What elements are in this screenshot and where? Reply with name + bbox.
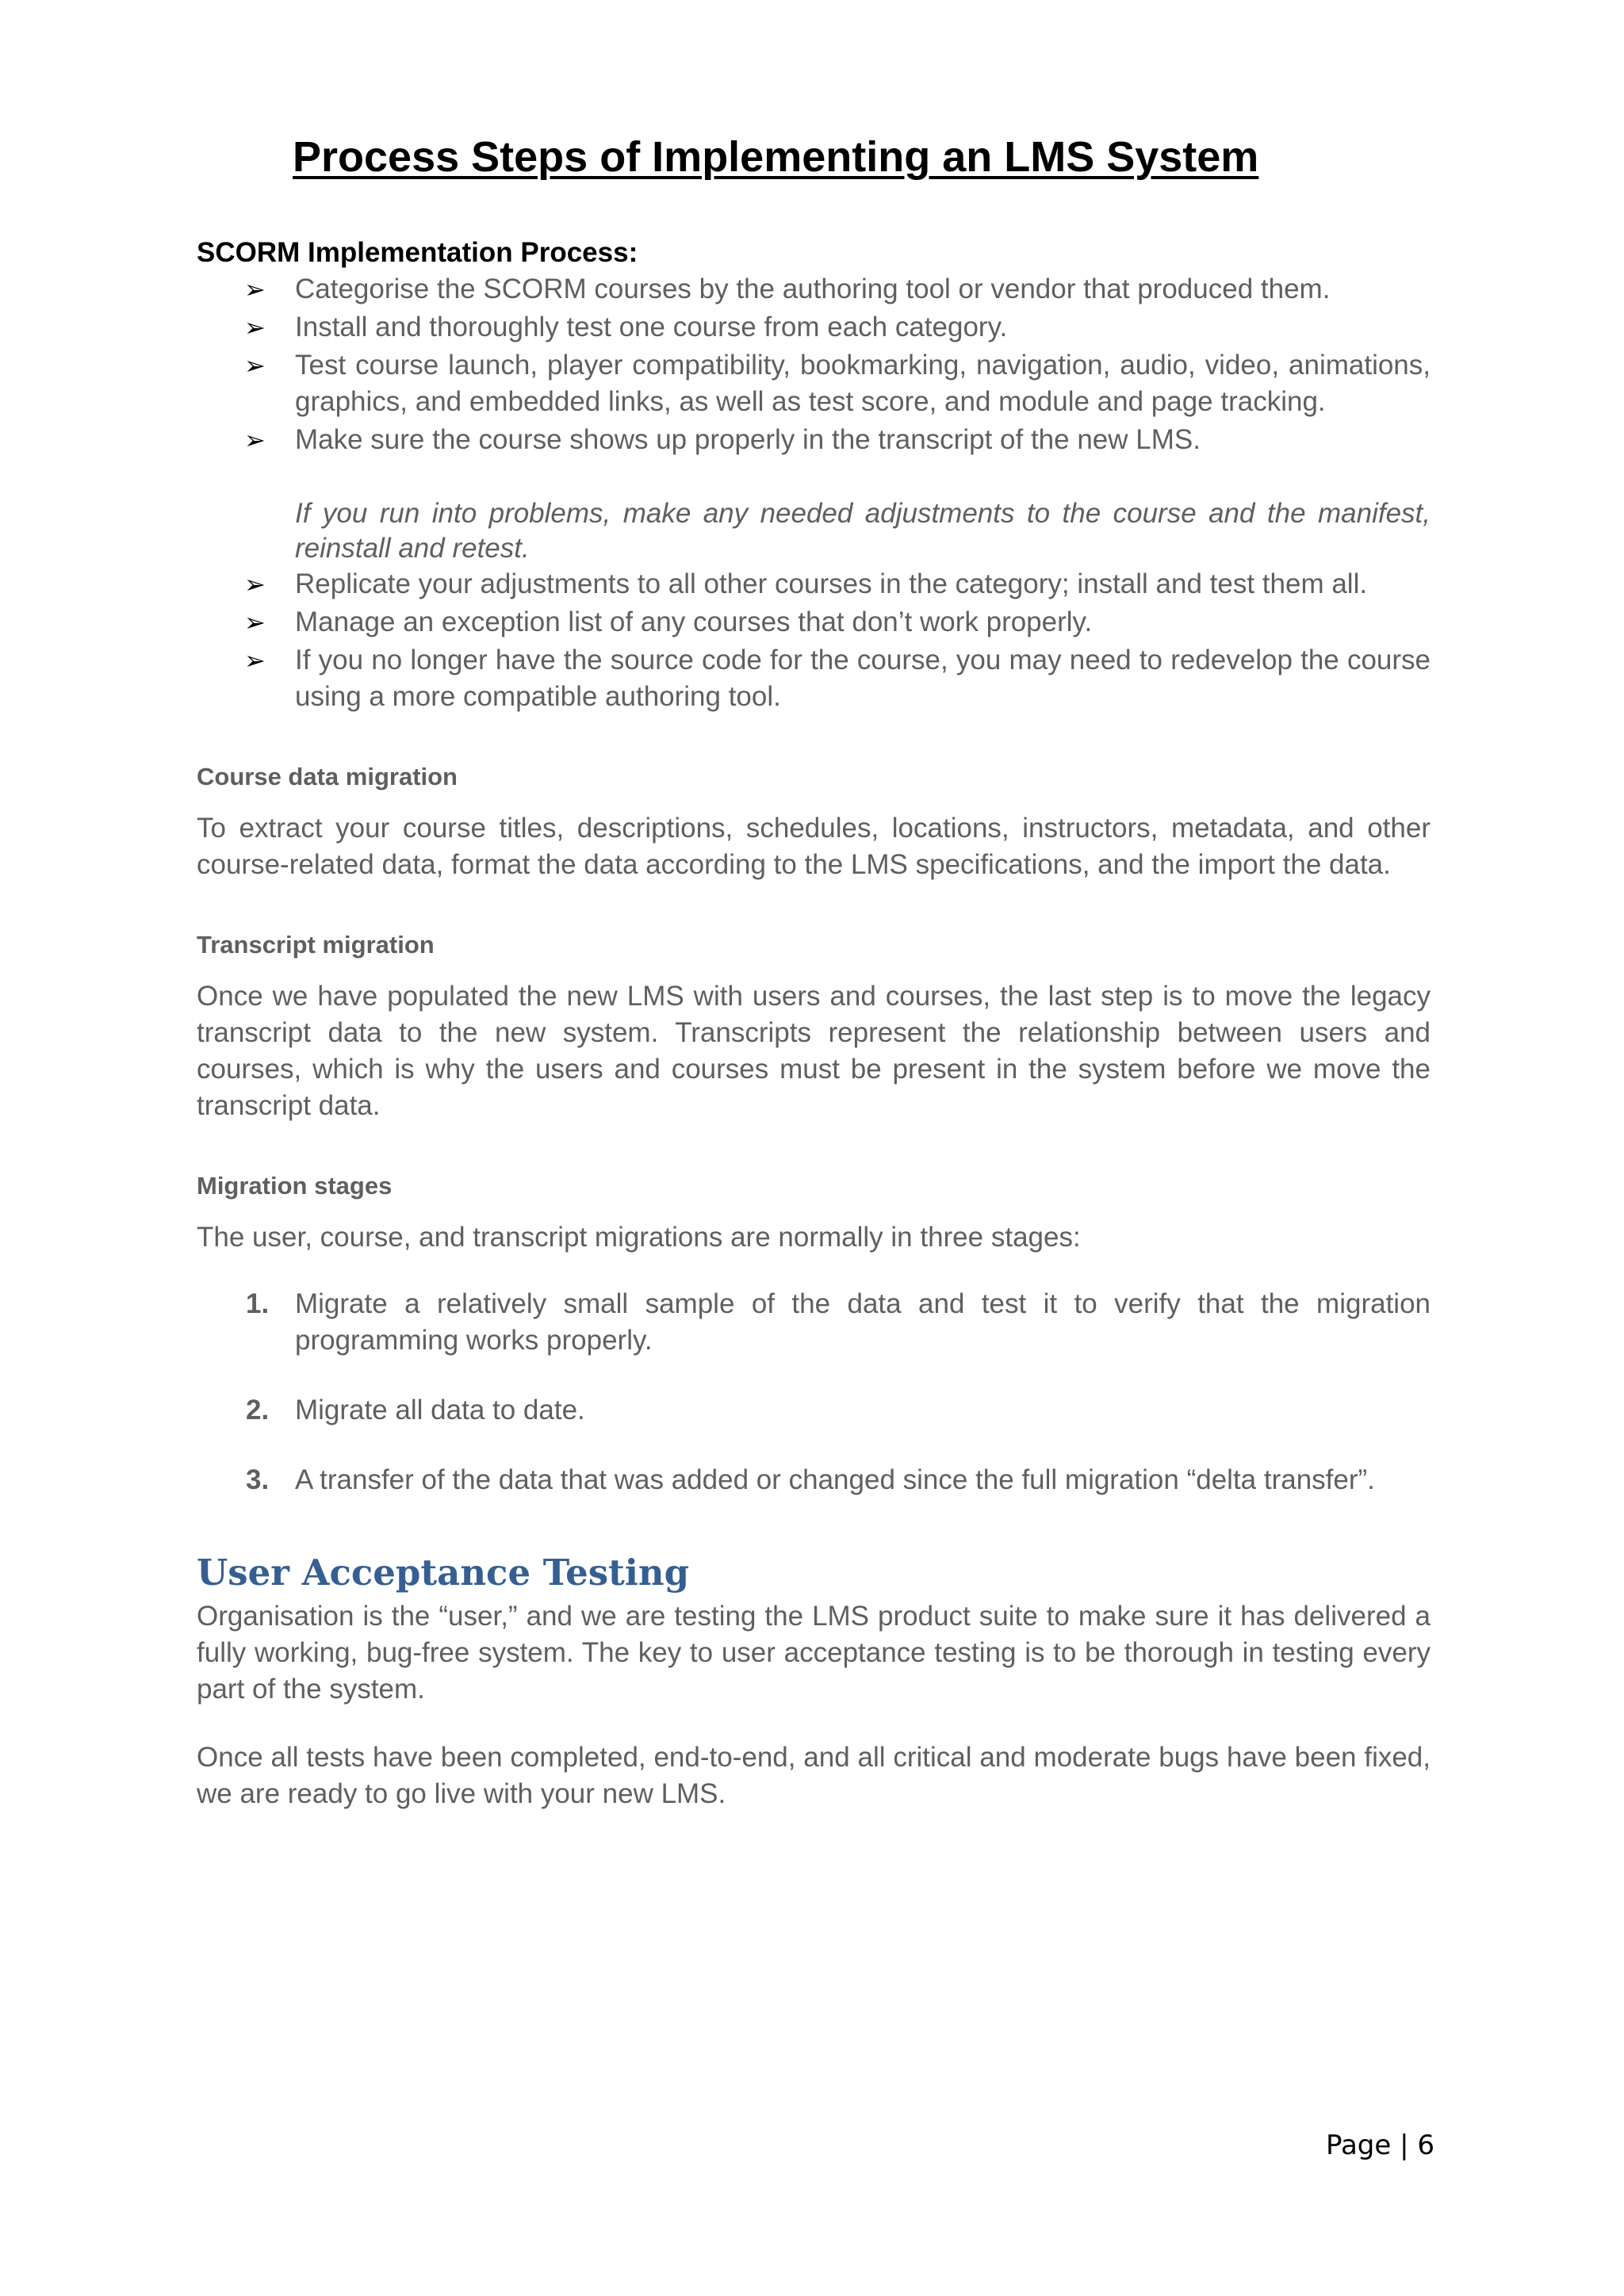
list-item-text: Test course launch, player compatibility, bookmarking, navigation, audio, video, animations, graphics, and embedded links, as well as test score, and module and page tracking.	[295, 350, 1431, 417]
list-item	[197, 1462, 1431, 1498]
arrowhead-bullet-icon: ➢	[244, 426, 266, 454]
arrowhead-bullet-icon: ➢	[244, 275, 266, 304]
arrowhead-bullet-icon: ➢	[244, 608, 266, 637]
arrowhead-bullet-icon: ➢	[244, 646, 266, 675]
arrowhead-bullet-icon: ➢	[244, 351, 266, 380]
migration-stages-intro: The user, course, and transcript migrations are normally in three stages:	[197, 1222, 1081, 1253]
course-data-paragraph: To extract your course titles, descriptions, schedules, locations, instructors, metadata, and other course-related data, format the data according to the LMS specifications, and the import the data.	[197, 813, 1431, 880]
uat-paragraph-2: Once all tests have been completed, end-to-end, and all critical and moderate bugs have been fixed, we are ready to go live with your new LMS.	[197, 1742, 1431, 1809]
arrowhead-bullet-icon: ➢	[244, 313, 266, 342]
transcript-heading: Transcript migration	[197, 931, 435, 959]
list-item-text: Migrate a relatively small sample of the data and test it to verify that the migration programming works properly.	[295, 1288, 1431, 1356]
page-title: Process Steps of Implementing an LMS System	[293, 133, 1259, 181]
list-item	[197, 309, 1431, 346]
list-number: 3.	[246, 1464, 270, 1495]
arrowhead-bullet-icon: ➢	[244, 570, 266, 599]
list-item	[197, 422, 1431, 458]
uat-heading: User Acceptance Testing	[197, 1552, 690, 1594]
scorm-note: If you run into problems, make any needed adjustments to the course and the manifest, reinstall and retest.	[295, 498, 1431, 564]
list-number: 2.	[246, 1395, 270, 1425]
list-item-text: Install and thoroughly test one course from each category.	[295, 312, 1008, 342]
list-item	[197, 1286, 1431, 1359]
list-item-text: Make sure the course shows up properly in the transcript of the new LMS.	[295, 424, 1201, 455]
list-item-text: Migrate all data to date.	[295, 1395, 585, 1425]
uat-paragraph-1: Organisation is the “user,” and we are testing the LMS product suite to make sure it has delivered a fully working, bug-free system. The key to user acceptance testing is to be thorough in testing every part of the system.	[197, 1601, 1431, 1705]
scorm-heading: SCORM Implementation Process:	[197, 237, 638, 268]
list-item-text: A transfer of the data that was added or changed since the full migration “delta transfer”.	[295, 1464, 1375, 1495]
page-content	[197, 127, 1431, 1812]
list-item	[197, 566, 1431, 603]
list-item	[197, 271, 1431, 308]
page-number: Page | 6	[1326, 2130, 1435, 2161]
course-data-heading: Course data migration	[197, 763, 458, 790]
list-item	[197, 604, 1431, 641]
scorm-bullet-list-a	[197, 271, 1431, 458]
transcript-paragraph: Once we have populated the new LMS with users and courses, the last step is to move the legacy transcript data to the new system. Transcripts represent the relationship between users and courses, which is why the users and courses must be present in the system before we move the transcript data.	[197, 981, 1431, 1121]
scorm-bullet-list-b	[197, 566, 1431, 715]
migration-stages-heading: Migration stages	[197, 1172, 393, 1200]
list-item-text: Categorise the SCORM courses by the authoring tool or vendor that produced them.	[295, 274, 1331, 304]
list-item	[197, 347, 1431, 420]
list-item-text: Replicate your adjustments to all other courses in the category; install and test them all.	[295, 568, 1368, 599]
list-item-text: If you no longer have the source code for the course, you may need to redevelop the course using a more compatible authoring tool.	[295, 645, 1431, 712]
list-item	[197, 642, 1431, 715]
migration-stages-list	[197, 1286, 1431, 1498]
list-item	[197, 1392, 1431, 1429]
list-number: 1.	[246, 1288, 270, 1319]
list-item-text: Manage an exception list of any courses that don’t work properly.	[295, 607, 1093, 637]
